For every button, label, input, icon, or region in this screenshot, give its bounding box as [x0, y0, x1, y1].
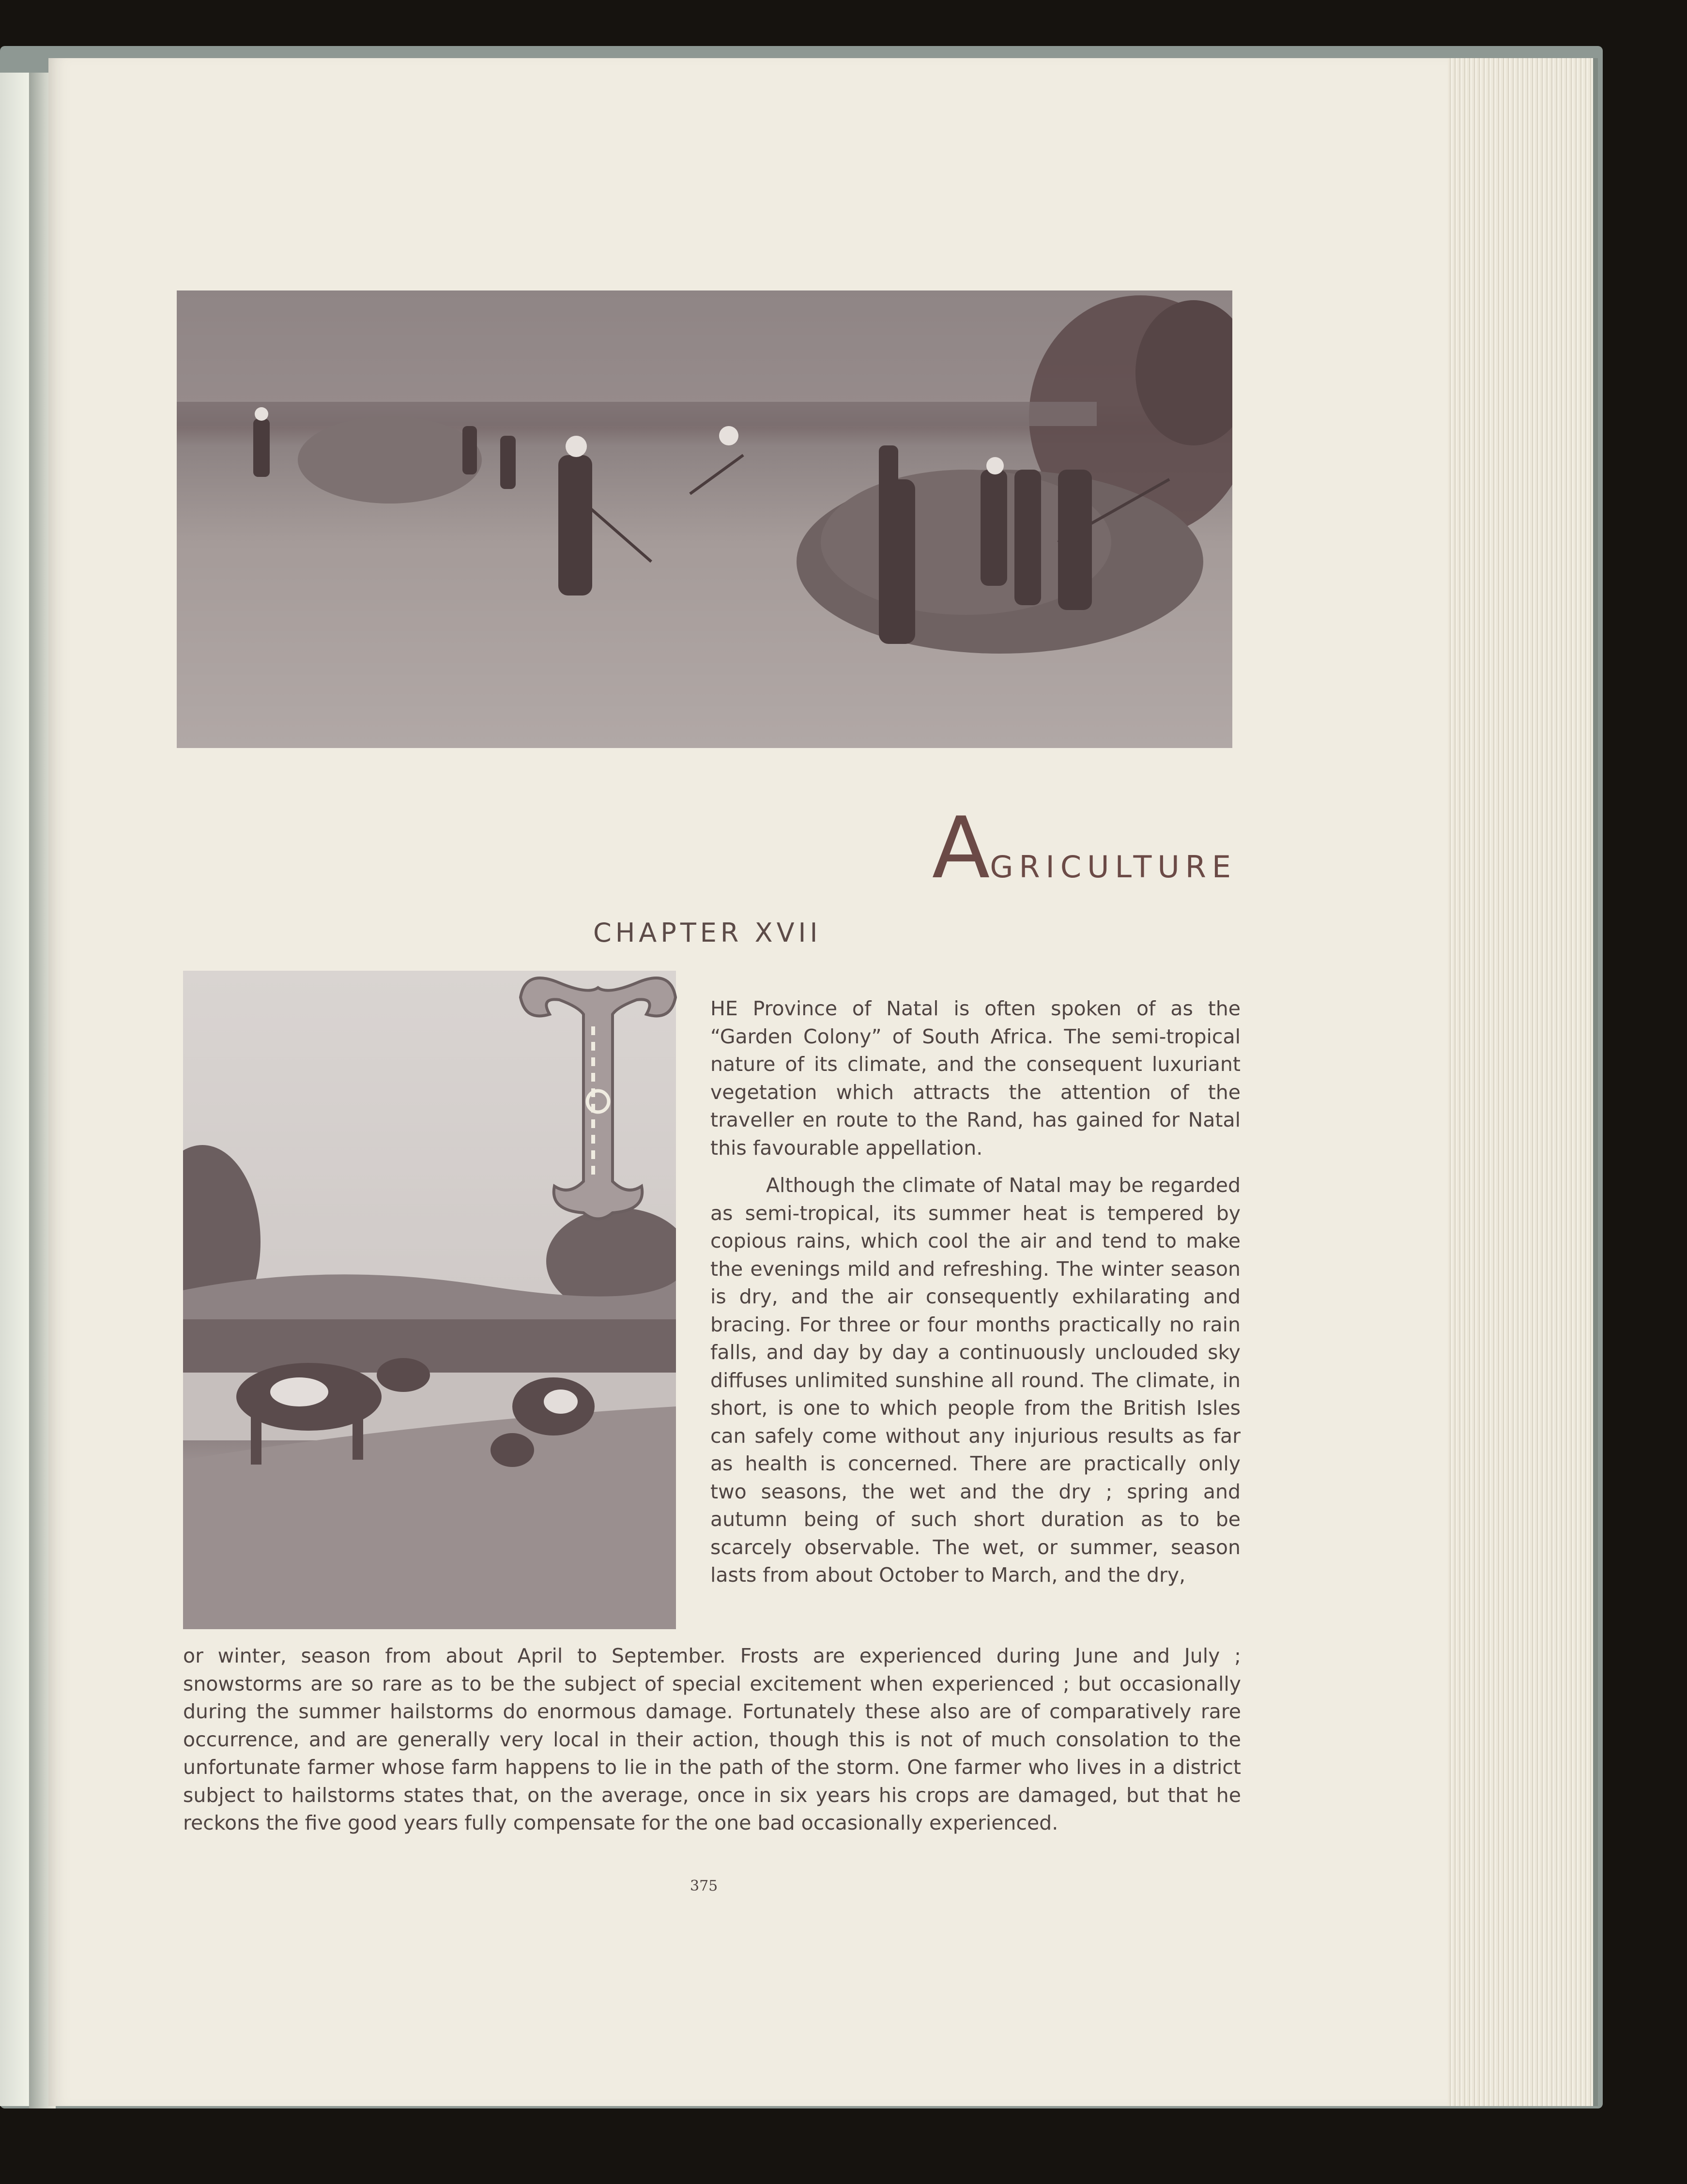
- page-number: 375: [690, 1878, 718, 1894]
- chapter-title-initial: A: [932, 799, 990, 898]
- haymaking-photo: [177, 290, 1232, 748]
- chapter-title: [932, 799, 1237, 898]
- paragraph-3: or winter, season from about April to September. Frosts are experienced during June and July ; snowstorms are so rare as to be the subject of special excitement when experienced ; but occasionally during the summer hailstorms do enormous damage. Fortunately these also are of comparatively rare occurrence, and are generally very local in their action, though this is not of much consolation to the unfortunate farmer whose farm happens to lie in the path of the storm. One farmer who lives in a district subject to hailstorms states that, on the average, once in six years his crops are damaged, but that he reckons the five good years fully compensate for the one bad occasionally experienced.: [183, 1644, 1241, 1834]
- ornamental-t-letter: [516, 968, 680, 1230]
- paragraph-2: Although the climate of Natal may be regarded as semi-tropical, its summer heat is tempered by copious rains, which cool the air and tend to make the evenings mild and refreshing. The winter season is dry, and the air consequently exhilarating and bracing. For three or four months practically no rain falls, and day by day a continuously unclouded sky diffuses unlimited sunshine all round. The climate, in short, is one to which people from the British Isles can safely come without any injurious results as far as health is concerned. There are practically only two seasons, the wet and the dry ; spring and autumn being of such short duration as to be scarcely observable. The wet, or summer, season lasts from about October to March, and the dry,: [710, 1174, 1241, 1587]
- chapter-title-rest: GRICULTURE: [990, 849, 1237, 885]
- chapter-number: CHAPTER XVII: [593, 917, 822, 948]
- page-edges: [1448, 58, 1598, 2106]
- haymaking-illustration: [177, 290, 1232, 748]
- decorative-drop-cap: [516, 968, 680, 1230]
- paragraph-1: HE Province of Natal is often spoken of as the “Garden Colony” of South Africa. The semi-tropical nature of its climate, and the consequent luxuriant vegetation which attracts the attention of the traveller en route to the Rand, has gained for Natal this favourable appellation.: [710, 997, 1241, 1160]
